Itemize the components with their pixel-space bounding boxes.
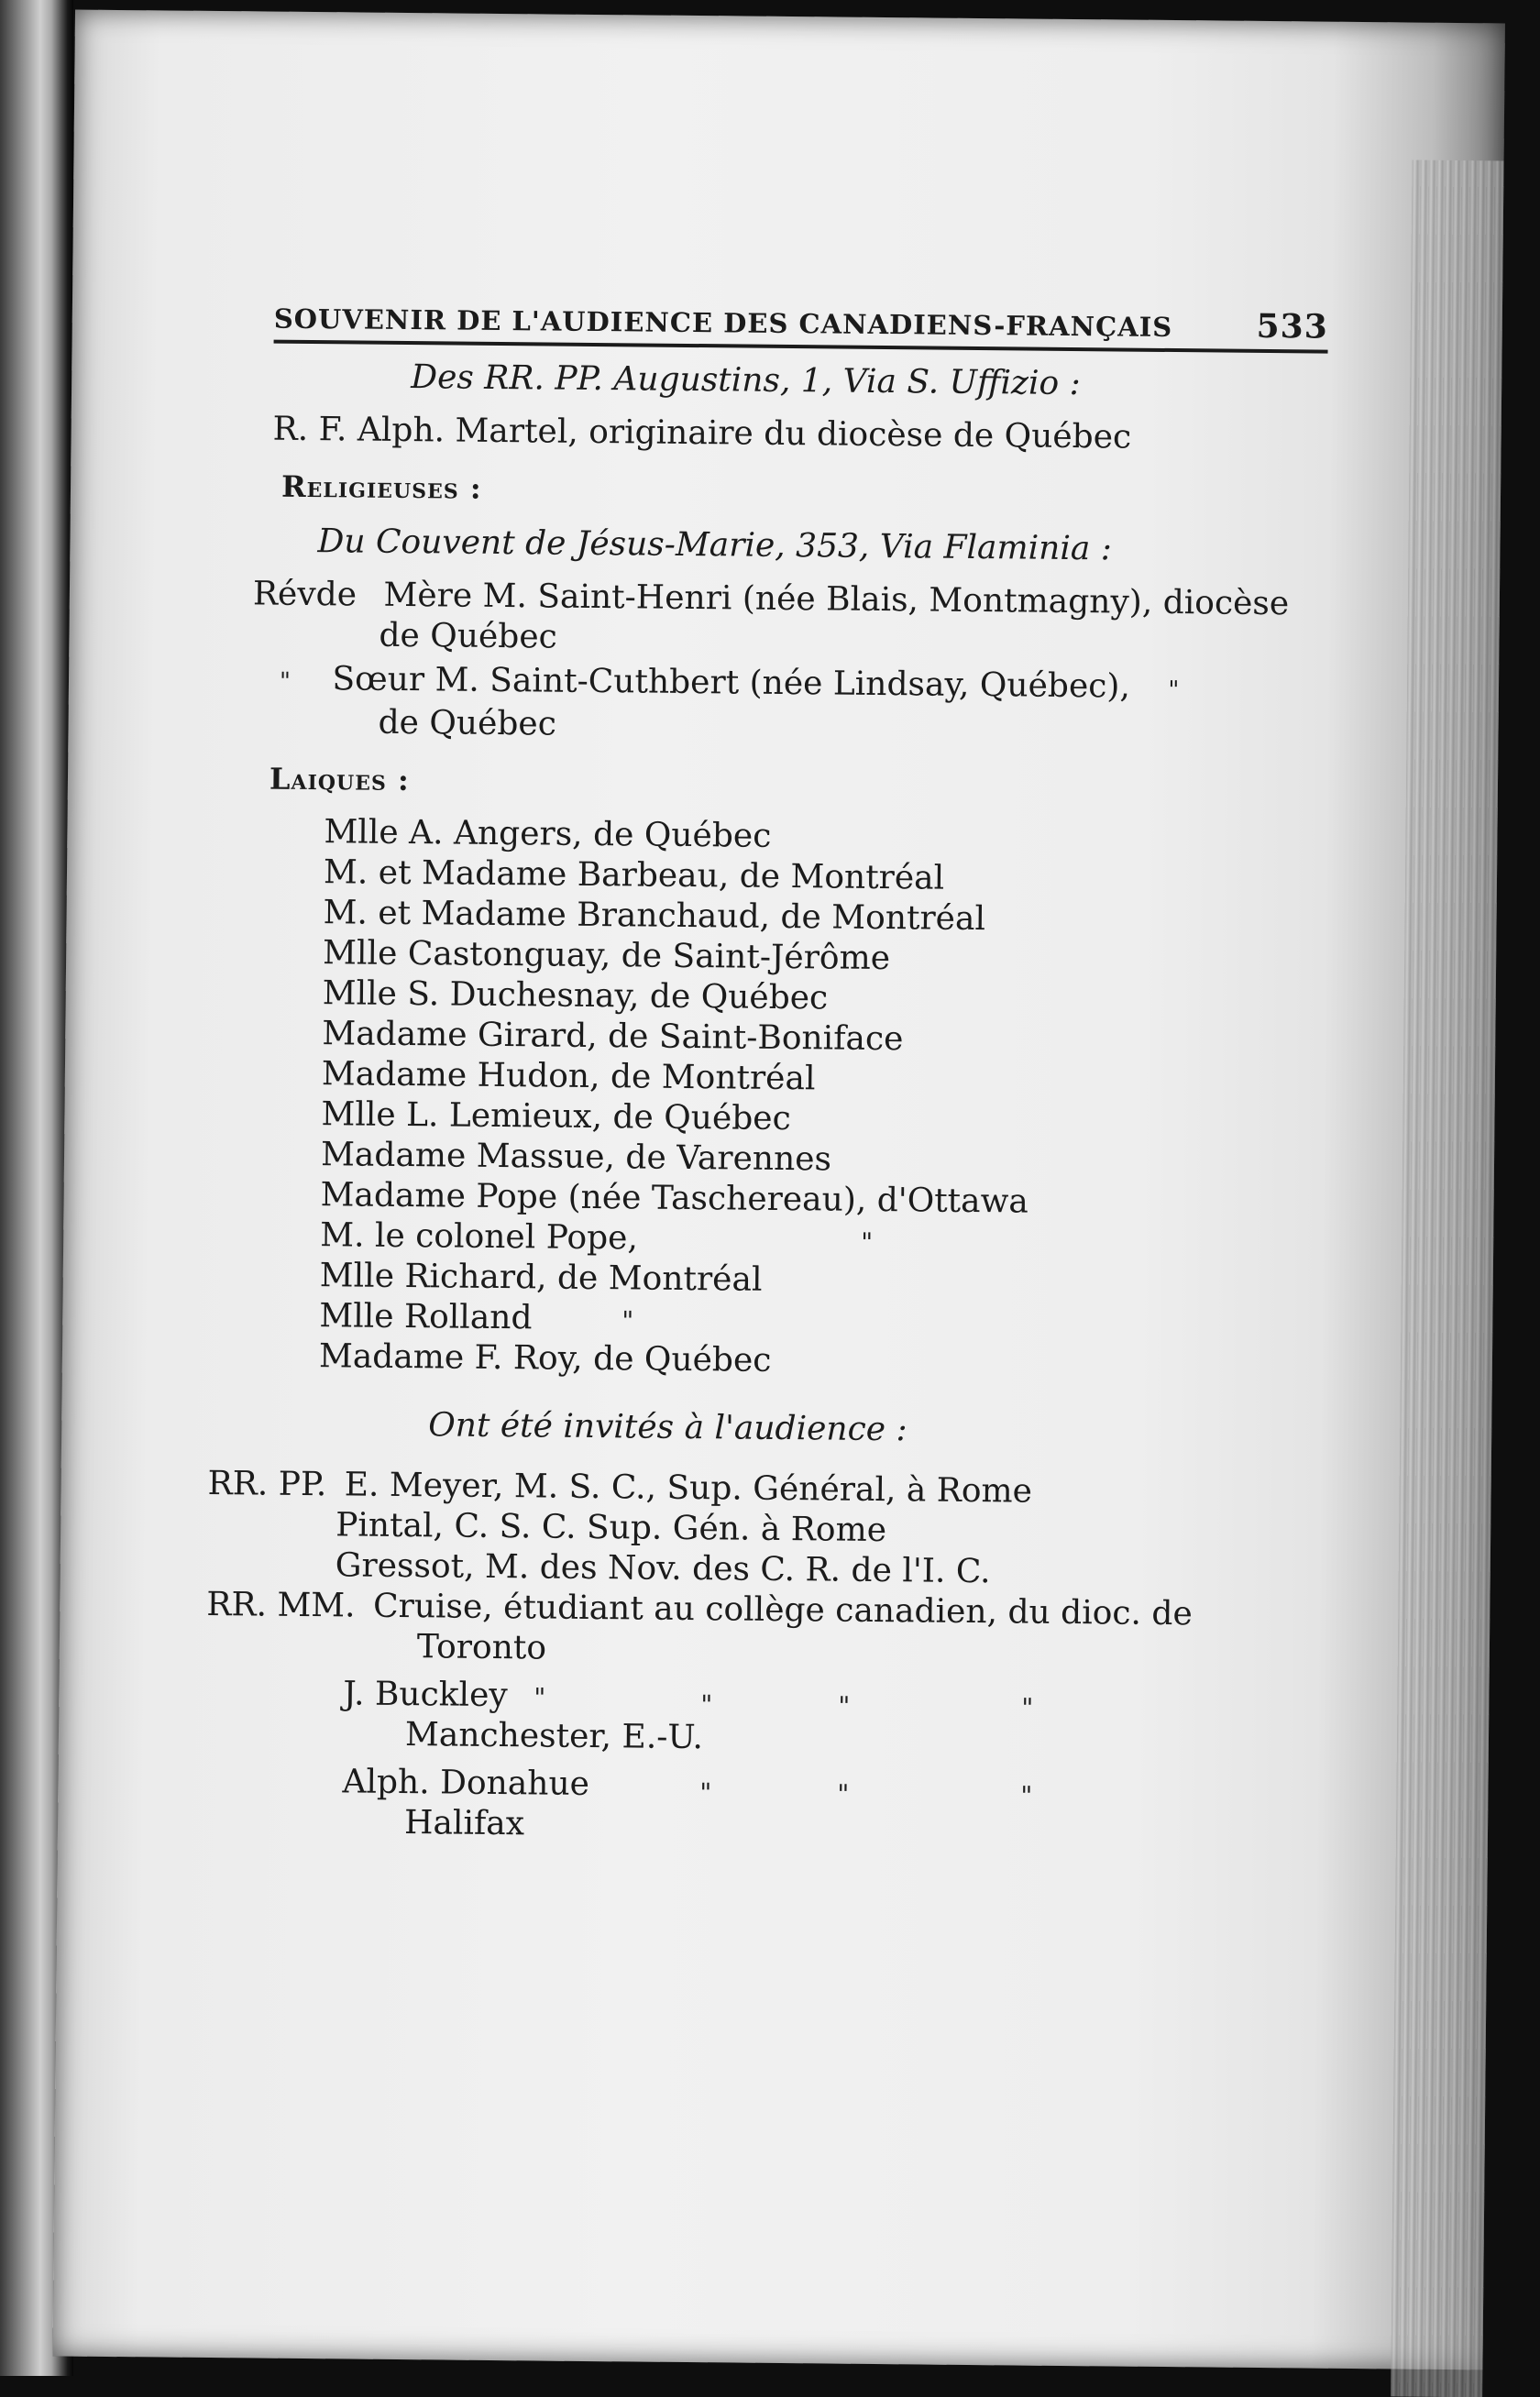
laiques-label: Laiques : <box>269 761 410 798</box>
invites-heading: Ont été invités à l'audience : <box>428 1406 908 1449</box>
laiques-list <box>319 812 1324 1386</box>
list-item: Madame F. Roy, de Québec <box>318 1337 772 1380</box>
augustins-entry: R. F. Alph. Martel, originaire du diocèse de Québec <box>272 410 1132 456</box>
rr-pp-label: RR. PP. <box>207 1464 327 1504</box>
book-page <box>52 10 1505 2370</box>
list-item-text: Mlle Rolland <box>319 1297 533 1337</box>
rr-pp-entry: Pintal, C. S. C. Sup. Gén. à Rome <box>335 1506 887 1550</box>
list-item: Mlle Castonguay, de Saint-Jérôme <box>322 934 891 978</box>
list-item-text: M. le colonel Pope, <box>320 1216 639 1258</box>
list-item: Madame Girard, de Saint-Boniface <box>322 1015 904 1059</box>
list-item: Mlle S. Duchesnay, de Québec <box>322 974 829 1017</box>
augustins-heading: Des RR. PP. Augustins, 1, Via S. Uffizio : <box>411 358 1081 403</box>
page-content <box>206 287 1328 1853</box>
rr-mm-entry: Cruise, étudiant au collège canadien, du dioc. de <box>372 1587 1193 1633</box>
list-item: Mlle L. Lemieux, de Québec <box>321 1095 791 1138</box>
rr-mm-entry-cont: Manchester, E.-U. <box>404 1716 704 1757</box>
rr-mm-entry-cont: Halifax <box>403 1804 525 1843</box>
entry-prefix: Révde <box>252 575 358 614</box>
list-item: Madame Massue, de Varennes <box>320 1136 832 1179</box>
ditto-mark: " <box>279 667 292 696</box>
list-item: M. et Madame Branchaud, de Montréal <box>323 894 986 939</box>
rr-pp-entry: E. Meyer, M. S. C., Sup. Général, à Rome <box>344 1466 1033 1511</box>
list-item: M. et Madame Barbeau, de Montréal <box>323 853 945 897</box>
entry-text: Sœur M. Saint-Cuthbert (née Lindsay, Québec), <box>332 660 1131 706</box>
ditto-mark: " <box>861 1226 874 1258</box>
ditto-mark: " <box>838 1690 851 1721</box>
list-item: Madame Pope (née Taschereau), d'Ottawa <box>320 1176 1029 1221</box>
religieuses-subheading: Du Couvent de Jésus-Marie, 353, Via Flaminia : <box>317 522 1113 568</box>
religieuse-entry-2-cont: de Québec <box>378 703 557 743</box>
invites-block <box>204 1464 1317 1853</box>
ditto-mark: " <box>837 1778 850 1809</box>
entry-text: J. Buckley <box>343 1675 508 1715</box>
list-item: Mlle Richard, de Montréal <box>319 1257 763 1299</box>
entry-text: Mère M. Saint-Henri (née Blais, Montmagny), diocèse <box>383 576 1290 623</box>
ditto-mark: " <box>534 1682 546 1713</box>
religieuse-entry-1-cont: de Québec <box>379 616 557 656</box>
page-number: 533 <box>1256 306 1328 346</box>
ditto-mark: " <box>1020 1780 1033 1811</box>
religieuses-label: Religieuses : <box>280 468 482 506</box>
ditto-mark: " <box>622 1305 634 1336</box>
ditto-mark: " <box>699 1777 712 1809</box>
ditto-mark: " <box>1021 1692 1034 1723</box>
rr-mm-entry-cont: Toronto <box>416 1628 547 1667</box>
entry-text: Alph. Donahue <box>342 1763 590 1803</box>
list-item: Mlle A. Angers, de Québec <box>324 813 772 855</box>
running-header <box>274 287 1329 354</box>
rr-mm-label: RR. MM. <box>206 1585 356 1625</box>
ditto-mark: " <box>700 1689 713 1721</box>
running-title: SOUVENIR DE L'AUDIENCE DES CANADIENS-FRANÇAIS <box>273 302 1173 344</box>
ditto-mark: " <box>1168 676 1180 705</box>
list-item: Madame Hudon, de Montréal <box>321 1055 816 1098</box>
page-stack-edge <box>1391 160 1503 2397</box>
rr-pp-entry: Gressot, M. des Nov. des C. R. de l'I. C. <box>335 1546 991 1591</box>
